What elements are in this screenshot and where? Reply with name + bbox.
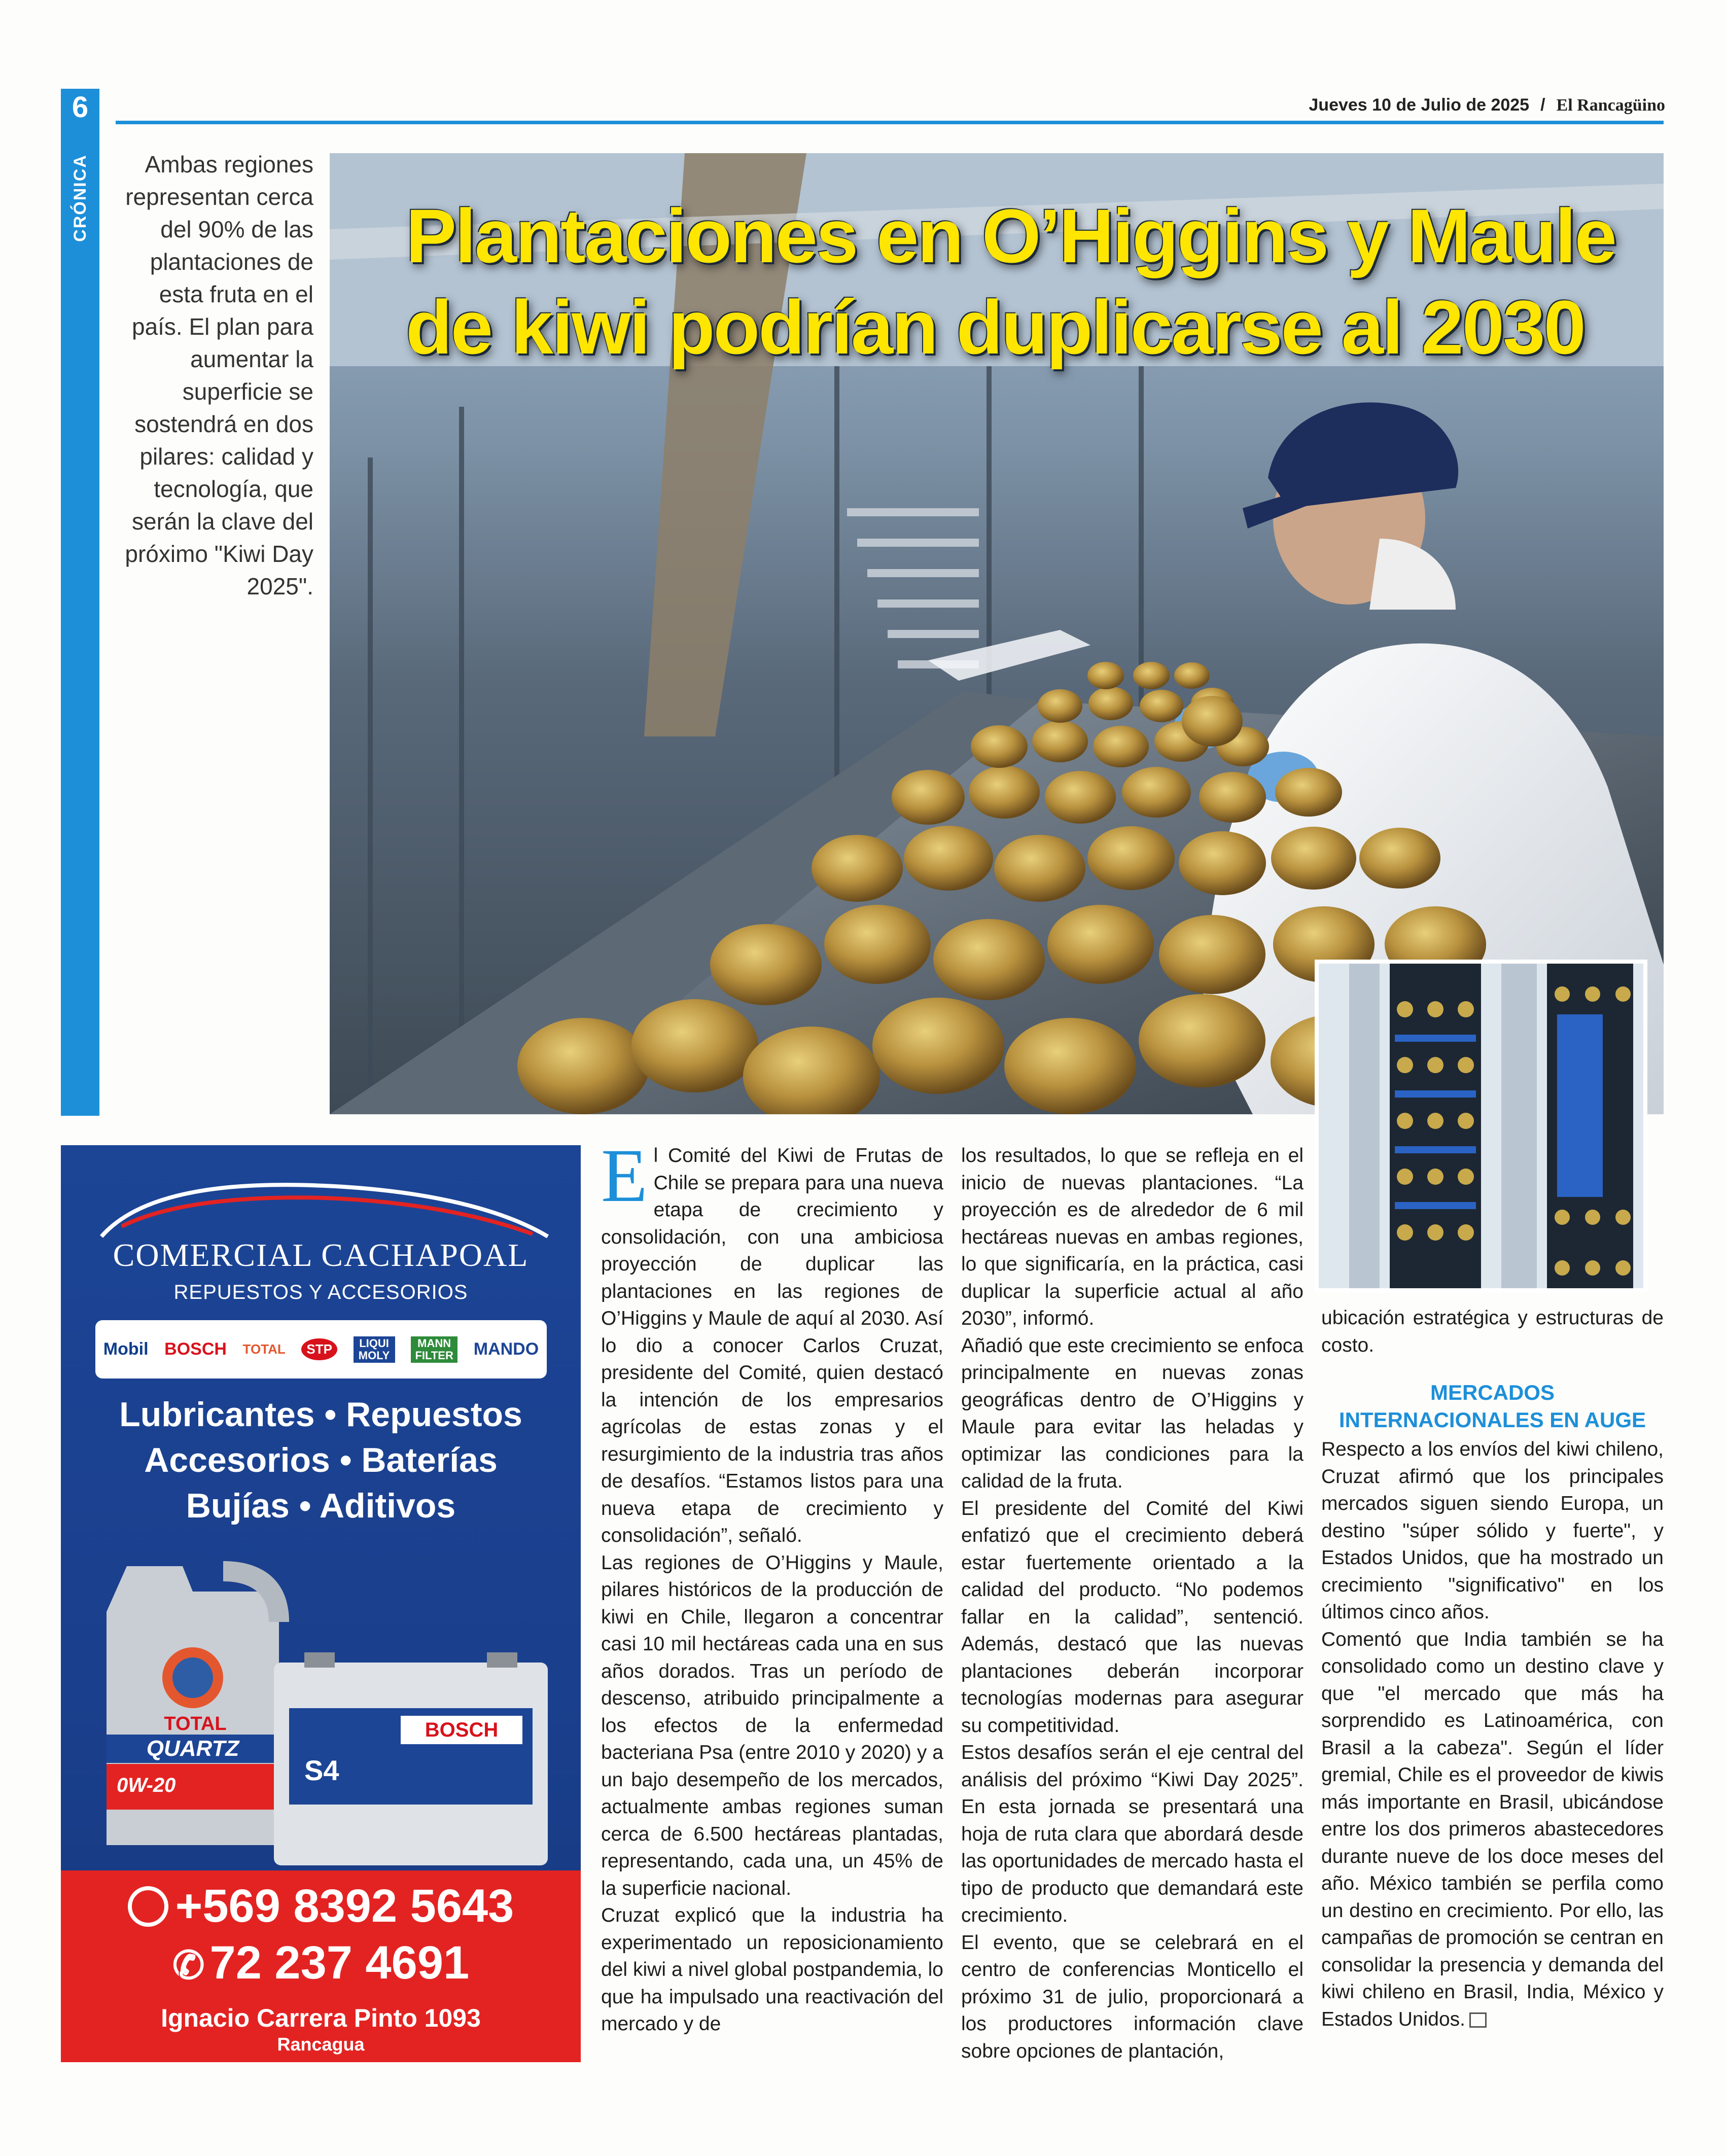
ad-brand: COMERCIAL CACHAPOAL — [113, 1237, 529, 1273]
dateline-separator: / — [1540, 95, 1545, 115]
page-number: 6 — [72, 91, 89, 124]
ad-products-line-3: Bujías • Aditivos — [186, 1487, 456, 1525]
phone-icon: ✆ — [172, 1944, 205, 1987]
battery-illustration — [274, 1652, 548, 1865]
whatsapp-phone-row — [61, 1880, 581, 1933]
newspaper-name: El Rancagüino — [1556, 96, 1665, 115]
oil-brand: TOTAL — [164, 1713, 227, 1735]
oil-can-shape — [96, 1551, 294, 1845]
article-paragraph: Respecto a los envíos del kiwi chileno, Cruzat afirmó que los principales mercados siguen siendo Europa, un destino "súper sólido y fuerte", y Estados Unidos, que ha mostrado un crecimiento "significativo" en los últimos cinco años. — [1321, 1438, 1664, 1623]
article-paragraph: Cruzat explicó que la industria ha experimentado un reposicionamiento del kiwi a nivel global postpandemia, lo que ha impulsado una reactivación del mercado y de — [601, 1904, 943, 2035]
article-paragraph: El evento, que se celebrará en el centro de conferencias Monticello el próximo 31 de julio, proporcionará a los productores información clave sobre opciones de plantación, — [961, 1931, 1304, 2062]
battery-model: S4 — [304, 1754, 339, 1786]
liqui-moly-logo: LIQUI MOLY — [354, 1336, 395, 1363]
drop-cap: E — [601, 1134, 648, 1218]
ad-subtitle: REPUESTOS Y ACCESORIOS — [173, 1281, 468, 1303]
bosch-logo: BOSCH — [164, 1339, 227, 1359]
article-column-3 — [1321, 1304, 1664, 2033]
headline-line-1: Plantaciones en O’Higgins y Maule — [406, 193, 1615, 278]
oil-product-name: QUARTZ — [107, 1735, 279, 1763]
article-paragraph: Las regiones de O’Higgins y Maule, pilares históricos de la producción de kiwi en Chile, llegaron a concentrar casi 10 mil hectáreas cada una en sus años dorados. Tras un período de descenso, atribuido principalmente a los efectos de la enfermedad bacteriana Psa (entre 2010 y 2020) y a un bajo desempeño de los mercados, actualmente ambas regiones suman cerca de 6.500 hectáreas plantadas, representando, cada una, un 45% de la superficie nacional. — [601, 1551, 943, 1899]
battery-brand: BOSCH — [401, 1716, 522, 1744]
whatsapp-icon — [128, 1886, 168, 1927]
oil-grade: 0W-20 — [117, 1774, 176, 1796]
mobil-logo: Mobil — [103, 1339, 149, 1359]
landline-phone-row — [61, 1936, 581, 1990]
total-logo: TOTAL — [242, 1341, 286, 1357]
article-column-2 — [961, 1142, 1304, 2065]
whatsapp-number: +569 8392 5643 — [175, 1880, 514, 1932]
end-of-article-icon — [1469, 2012, 1487, 2028]
ad-products-line-1: Lubricantes • Repuestos — [119, 1395, 522, 1434]
article-paragraph — [1321, 1626, 1664, 2033]
mando-logo: MANDO — [473, 1339, 539, 1359]
section-subhead — [1321, 1379, 1664, 1434]
section-name: CRÓNICA — [70, 154, 90, 242]
headline — [406, 190, 1633, 373]
article-lead: Ambas regiones representan cerca del 90% de las plantaciones de esta fruta en el país. El plan para aumentar la superficie se sostendrá en dos pilares: calidad y tecnología, que serán la clave del próximo "Kiwi Day 2025". — [125, 151, 313, 599]
ad-address: Ignacio Carrera Pinto 1093 — [161, 2004, 481, 2032]
article-paragraph: ubicación estratégica y estructuras de costo. — [1321, 1307, 1664, 1356]
dateline — [1309, 95, 1665, 115]
mann-filter-logo: MANN FILTER — [411, 1336, 457, 1363]
article-paragraph: El presidente del Comité del Kiwi enfatizó que el crecimiento deberá estar fuertemente orientado a la calidad del producto. “No podemos fallar en la calidad”, sentenció. Además, destacó que las nuevas plantaciones deberán incorporar tecnologías modernas para asegurar su competitividad. — [961, 1497, 1304, 1737]
headline-line-2: de kiwi podrían duplicarse al 2030 — [406, 285, 1584, 370]
ad-contact-block — [61, 1870, 581, 2062]
article-column-1 — [601, 1134, 943, 2038]
article-paragraph: Añadió que este crecimiento se enfoca principalmente en nuevas zonas geográficas dentro de O’Higgins y Maule para evitar las heladas y optimizar las condiciones para la calidad de la fruta. — [961, 1334, 1304, 1492]
stp-logo: STP — [301, 1338, 337, 1360]
inset-photo — [1319, 964, 1643, 1288]
ad-products-line-2: Accesorios • Baterías — [144, 1441, 498, 1479]
brand-logos-strip — [95, 1320, 547, 1379]
article-paragraph: l Comité del Kiwi de Frutas de Chile se prepara para una nueva etapa de crecimiento y consolidación, con una ambiciosa proyección de duplicar las plantaciones en las regiones de O’Higgins y Maule de aquí al 2030. Así lo dio a conocer Carlos Cruzat, presidente del Comité, quien destacó la intención de los empresarios agrícolas de estas zonas y el resurgimiento de la industria tras años de desafíos. “Estamos listos para una nueva etapa de crecimiento y consolidación”, señaló. — [601, 1145, 943, 1546]
subhead-line-1: MERCADOS — [1430, 1381, 1555, 1404]
article-paragraph: Estos desafíos serán el eje central del análisis del próximo “Kiwi Day 2025”. En esta jornada se presentará una hoja de ruta clara que abordará desde las oportunidades de mercado hasta el tipo de producto que demandará este crecimiento. — [961, 1742, 1304, 1926]
header-rule — [116, 121, 1664, 124]
article-paragraph: los resultados, lo que se refleja en el inicio de nuevas plantaciones. “La proyección es de alrededor de 6 mil hectáreas nuevas en ambas regiones, lo que significaría, en la práctica, casi duplicar la superficie actual al año 2030”, informó. — [961, 1145, 1304, 1329]
ad-city: Rancagua — [277, 2034, 365, 2055]
car-silhouette-logo — [61, 1165, 581, 1247]
article-paragraph-text: Comentó que India también se ha consolidado como un destino clave y que "el mercado que más ha sorprendido es Latinoamérica, con Brasil a la cabeza". Según el líder gremial, Chile es el proveedor de kiwis más importante en Brasil, ubicándose entre los dos primeros abastecedores durante nueve de los doce meses del año. México también se perfila como un destino en crecimiento. Por ello, las campañas de promoción se centran en consolidar la presencia y demanda del kiwi chileno en Brasil, India, México y Estados Unidos. — [1321, 1628, 1664, 2030]
landline-number: 72 237 4691 — [209, 1937, 470, 1989]
advertisement-comercial-cachapoal — [61, 1145, 581, 2062]
section-label — [61, 152, 99, 243]
oil-can-illustration — [96, 1551, 294, 1845]
subhead-line-2: INTERNACIONALES EN AUGE — [1338, 1408, 1646, 1432]
sorting-machine-illustration — [1319, 964, 1643, 1288]
issue-date: Jueves 10 de Julio de 2025 — [1309, 95, 1530, 115]
